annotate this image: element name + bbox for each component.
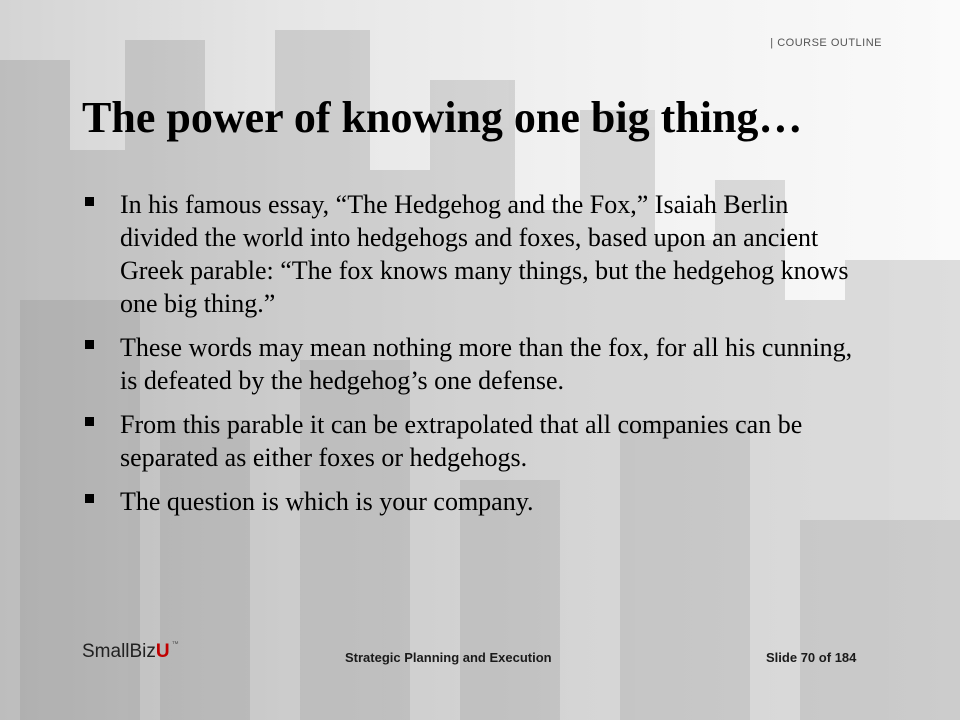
course-name: Strategic Planning and Execution (345, 650, 552, 665)
brand-name: SmallBiz (82, 641, 156, 662)
slide-label: Slide (766, 650, 798, 665)
section-label: | COURSE OUTLINE (770, 37, 882, 49)
bullet-item (82, 188, 872, 320)
square-bullet-icon (85, 494, 94, 503)
bullet-text: From this parable it can be extrapolated that all companies can be separated as either foxes or hedgehogs. (120, 410, 803, 472)
of-label: of (818, 650, 832, 665)
slide-counter (766, 650, 856, 665)
slide-total: 184 (834, 650, 857, 665)
trademark-symbol: ™ (171, 641, 179, 648)
bullet-item (82, 408, 872, 474)
square-bullet-icon (85, 197, 94, 206)
bullet-item (82, 485, 872, 518)
bullet-text: In his famous essay, “The Hedgehog and the Fox,” Isaiah Berlin divided the world into hedgehogs and foxes, based upon an ancient Greek parable: “The fox knows many things, but the hedgehog knows one big thing.” (120, 190, 849, 318)
bullet-list (82, 188, 872, 529)
slide-title: The power of knowing one big thing… (82, 93, 803, 142)
square-bullet-icon (85, 340, 94, 349)
bullet-text: These words may mean nothing more than the fox, for all his cunning, is defeated by the hedgehog’s one defense. (120, 333, 853, 395)
bullet-item (82, 331, 872, 397)
slide-number: 70 (800, 650, 816, 665)
bullet-text: The question is which is your company. (120, 487, 534, 516)
square-bullet-icon (85, 417, 94, 426)
brand-logo (82, 641, 179, 663)
brand-u: U (155, 641, 170, 662)
